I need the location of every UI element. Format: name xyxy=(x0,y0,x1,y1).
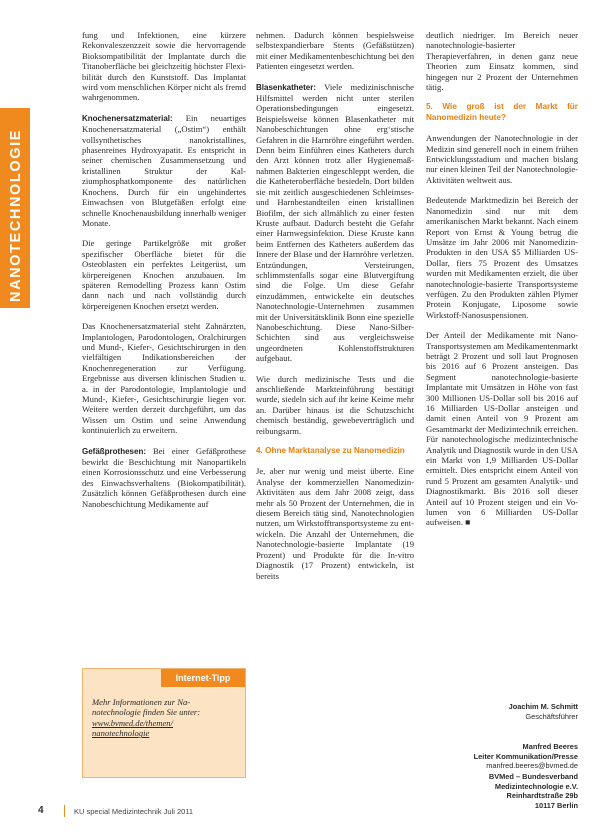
author-signature xyxy=(426,702,578,721)
paragraph-lead: Knochenersatzmaterial: xyxy=(82,113,173,123)
paragraph: Die geringe Partikelgröße mit großer spezifischer Oberfläche bietet für die Osteoblasten ein perfektes Leitgerüst, um körpereigenen Knochen anzubauen. Im späteren Remodelling Prozess kann Ostim dann nach und nach vollständig durch körpereigenen Knochen ersetzt werden. xyxy=(82,238,246,311)
paragraph: Knochenersatzmaterial: Ein neuartiges Knochenersatzmaterial („Ostim“) enthält vollsynthetisches nanokristallines, phasenreines Hydroxyapatit. Es entspricht in seiner chemischen Zusammensetzung und kristallinen Struktur der Kalziumphosphatkomponente des natürlichen Knochens. Durch für ein ungehindertes Einwachsen von Blutgefäßen erfolgt eine schnelle Knochenausbildung innerhalb weniger Monate. xyxy=(82,112,246,228)
page-footer xyxy=(36,805,576,819)
internet-tip-box xyxy=(82,668,246,778)
paragraph: Der Anteil der Medikamente mit Nano-Transportsystemen am Medikamentenmarkt beträgt 2 Prozent und soll laut Prognosen bis 2016 auf 6 Prozent ansteigen. Das Segment nanotechnologie-basierte Implantate mit Umsätzen in Höhe von fast 300 Millionen US-Dollar soll bis 2016 auf 16 Milliarden US-Dollar ansteigen und damit einen Anteil von 9 Prozent am Gesamtmarkt der Medizintechnik erreichen. Für nanotechnologische medizintechnische Analytik und Diagnostik wurde in den USA ein Markt von 1,9 Milliarden US-Dollar ermittelt. Dies entspricht einem Anteil von rund 5 Prozent am gesamten Analytik- und Diagnostikmarkt. Bis 2016 soll dieser Anteil auf 10 Prozent steigen und ein Volumen von 6 Milliarden US-Dollar aufweisen. ■ xyxy=(426,330,578,528)
paragraph: Das Knochenersatzmaterial steht Zahnärzten, Implantologen, Parodontologen, Oralchirurgen und Mund-, Kiefer-, Gesichtschirurgen in den vielfältigen Indikationsbereichen der Knochenregeneration zur Verfügung. Ergebnisse aus diversen klinischen Studien u. a. in der Parodontologie, Implantologie und Mund-, Kiefer-, Gesichtschirurgie liegen vor. Weitere werden derzeit durchgeführt, um das Wissen um Ostim und seine Anwendung kontinuierlich zu erweitern. xyxy=(82,321,246,436)
organization-name: BVMed – Bundesverband xyxy=(488,772,578,781)
section-heading: 5. Wie groß ist der Markt für Nanomedizin heute? xyxy=(426,102,578,122)
page-number: 4 xyxy=(38,805,44,816)
organization-city: 10117 Berlin xyxy=(534,800,578,810)
paragraph: deutlich niedriger. Im Bereich neuer nanotechnologie-basierter Therapieverfahren, in denen ganz neue Theorien zum Einsatz kommen, sind hingegen nur 2 Prozent der Unternehmen tätig. xyxy=(426,30,578,93)
organization-street: Reinhardtstraße 29b xyxy=(506,791,578,801)
article-column-3 xyxy=(426,30,578,790)
section-side-tab xyxy=(0,108,30,308)
contact-name: Manfred Beeres xyxy=(522,742,578,751)
paragraph: fung und Infektionen, eine kürzere Rekonvaleszenzzeit sowie die hervorragende Bioksompatibilität der Implantate durch die Titanoberfläche bei gleichzeitig höchster Flexibilität durch den Kunststoff. Das Implantat wird vom menschlichen Körper nicht als fremd wahrgenommen. xyxy=(82,30,246,103)
paragraph: Je, aber nur wenig und meist überte. Eine Analyse der kommerziellen Nanomedizin-Aktivitäten aus dem Jahr 2008 zeigt, dass mehr als 50 Prozent der Unternehmen, die in diesem Bereich tätig sind, Nanotechnologien nutzen, um Wirkstofftransportsysteme zu entwickeln. Die Anzahl der Unternehmen, die Nanotechnologie-basierte Implantate (19 Prozent) und Produkte für die In-vitro Diagnostik (17 Prozent) entwickeln, ist bereits xyxy=(256,466,414,581)
paragraph-lead: Gefäßprothesen: xyxy=(82,446,147,456)
paragraph: Wie durch medizinische Tests und die anschließende Markteinführung bestätigt wurde, siedeln sich auf ihr keine Keime mehr an. Darüber hinaus ist die Schutzschicht chemisch beständig, gewebeverträglich und reibungsarm. xyxy=(256,373,414,436)
internet-tip-heading: Internet-Tipp xyxy=(161,669,245,687)
footer-publication: KU special Medizintechnik Juli 2011 xyxy=(74,807,194,816)
paragraph: Anwendungen der Nanotechnologie in der Medizin sind generell noch in einem frühen Entwicklungsstadium und machen bislang nur einen kleinen Teil der Nanotechnologie-Aktivitäten weltweit aus. xyxy=(426,133,578,185)
internet-tip-link[interactable]: www.bvmed.de/themen/ xyxy=(92,717,173,728)
paragraph: Gefäßprothesen: Bei einer Gefäßprothese bewirkt die Beschichtung mit Nanopartikeln einen Korrosionsschutz und eine Verbesserung des Einwachsverhaltens (Biokompatibilität). Zusätzlich können Gefäßprothesen durch eine Nanobeschichtung Medikamente auf xyxy=(82,445,246,509)
internet-tip-text xyxy=(92,697,240,739)
footer-divider xyxy=(64,805,65,817)
internet-tip-line: notechnologie finden Sie unter: xyxy=(92,707,201,718)
section-heading: 4. Ohne Marktanalyse zu Nanomedizin xyxy=(256,446,405,456)
paragraph: Blasenkatheter: Viele medizinischnische Hilfsmittel werden nicht unter sterilen Operationsbedingungen eingesetzt. Beispielsweise können Blasenkatheter mit Nanobeschichtungen ohne erg‘stische Gefahren in die Harnröhre eingeführt werden. Denn beim Einführen eines Katheters durch den Arzt können trotz aller Hygienemaßnahmen Bakterien eingeschleppt werden, die die Katheteroberfläche besiedeln. Dort bilden sie mit zeitlich ausgeschiedenen Schleimses- und Harnbestandteilen einen kristallinen Biofilm, der sich allmählich zu einer festen Kruste aufbaut. Dadurch besteht die Gefahr einer Harnwegsinfektion. Diese Kruste kann beim Entfernen des Katheters außerdem das Innere der Blase und der Harnröhre verletzen. Entzündungen, Versteirungen, schlimmstenfalls sogar eine Blutvergiftung sind die Folge. Um diese Gefahr einzudämmen, entwickelte ein deutsches Nanotechnologie-Unternehmen zusammen mit der Universitätsklinik Bonn eine spezielle Nanobeschichtung. Diese Nano-Silber-Schichten sind aus vergleichsweise ungeordneten Kohlenstoffstrukturen aufgebaut. xyxy=(256,81,414,364)
author-role: Geschäftsführer xyxy=(525,711,578,721)
article-column-2 xyxy=(256,30,414,790)
contact-role: Leiter Kommunikation/Presse xyxy=(473,751,578,761)
paragraph: nehmen. Dadurch können bespielsweise selbstexpandierbare Stents (Gefäßstützen) mit einer Medikamentenbeschichtung bei den Patienten eingesetzt werden. xyxy=(256,30,414,72)
internet-tip-link[interactable]: nanotechnologie xyxy=(92,728,150,739)
organization-name-line2: Medizintechnologie e.V. xyxy=(494,781,578,791)
section-side-tab-label: NANOTECHNOLOGIE xyxy=(8,128,24,302)
contact-email[interactable]: manfred.beeres@bvmed.de xyxy=(486,761,578,771)
paragraph: Bedeutende Marktmedizin bei Bereich der Nanomedizin sind nur mit dem amerikanischen Markt bekannt. Nach einem Report von Ernst & Young betrug die Umsätze im Jahr 2006 mit Nanomedizin-Produkten in den USA $5 Milliarden US-Dollar, fiers 75 Prozent des Umsatzes wurden mit Medikamenten erzielt, die über nanotechnologie-basierte Transportsysteme verfügen. Zu den Produkten zählen Plymer Protein Konjugate, Liposome sowie Wirkstoff-Nanosuspensionen. xyxy=(426,195,578,320)
contact-signature xyxy=(426,742,578,771)
paragraph-lead: Blasenkatheter: xyxy=(256,82,317,92)
author-name: Joachim M. Schmitt xyxy=(508,702,578,711)
internet-tip-line: Mehr Informationen zur Na- xyxy=(92,697,191,707)
